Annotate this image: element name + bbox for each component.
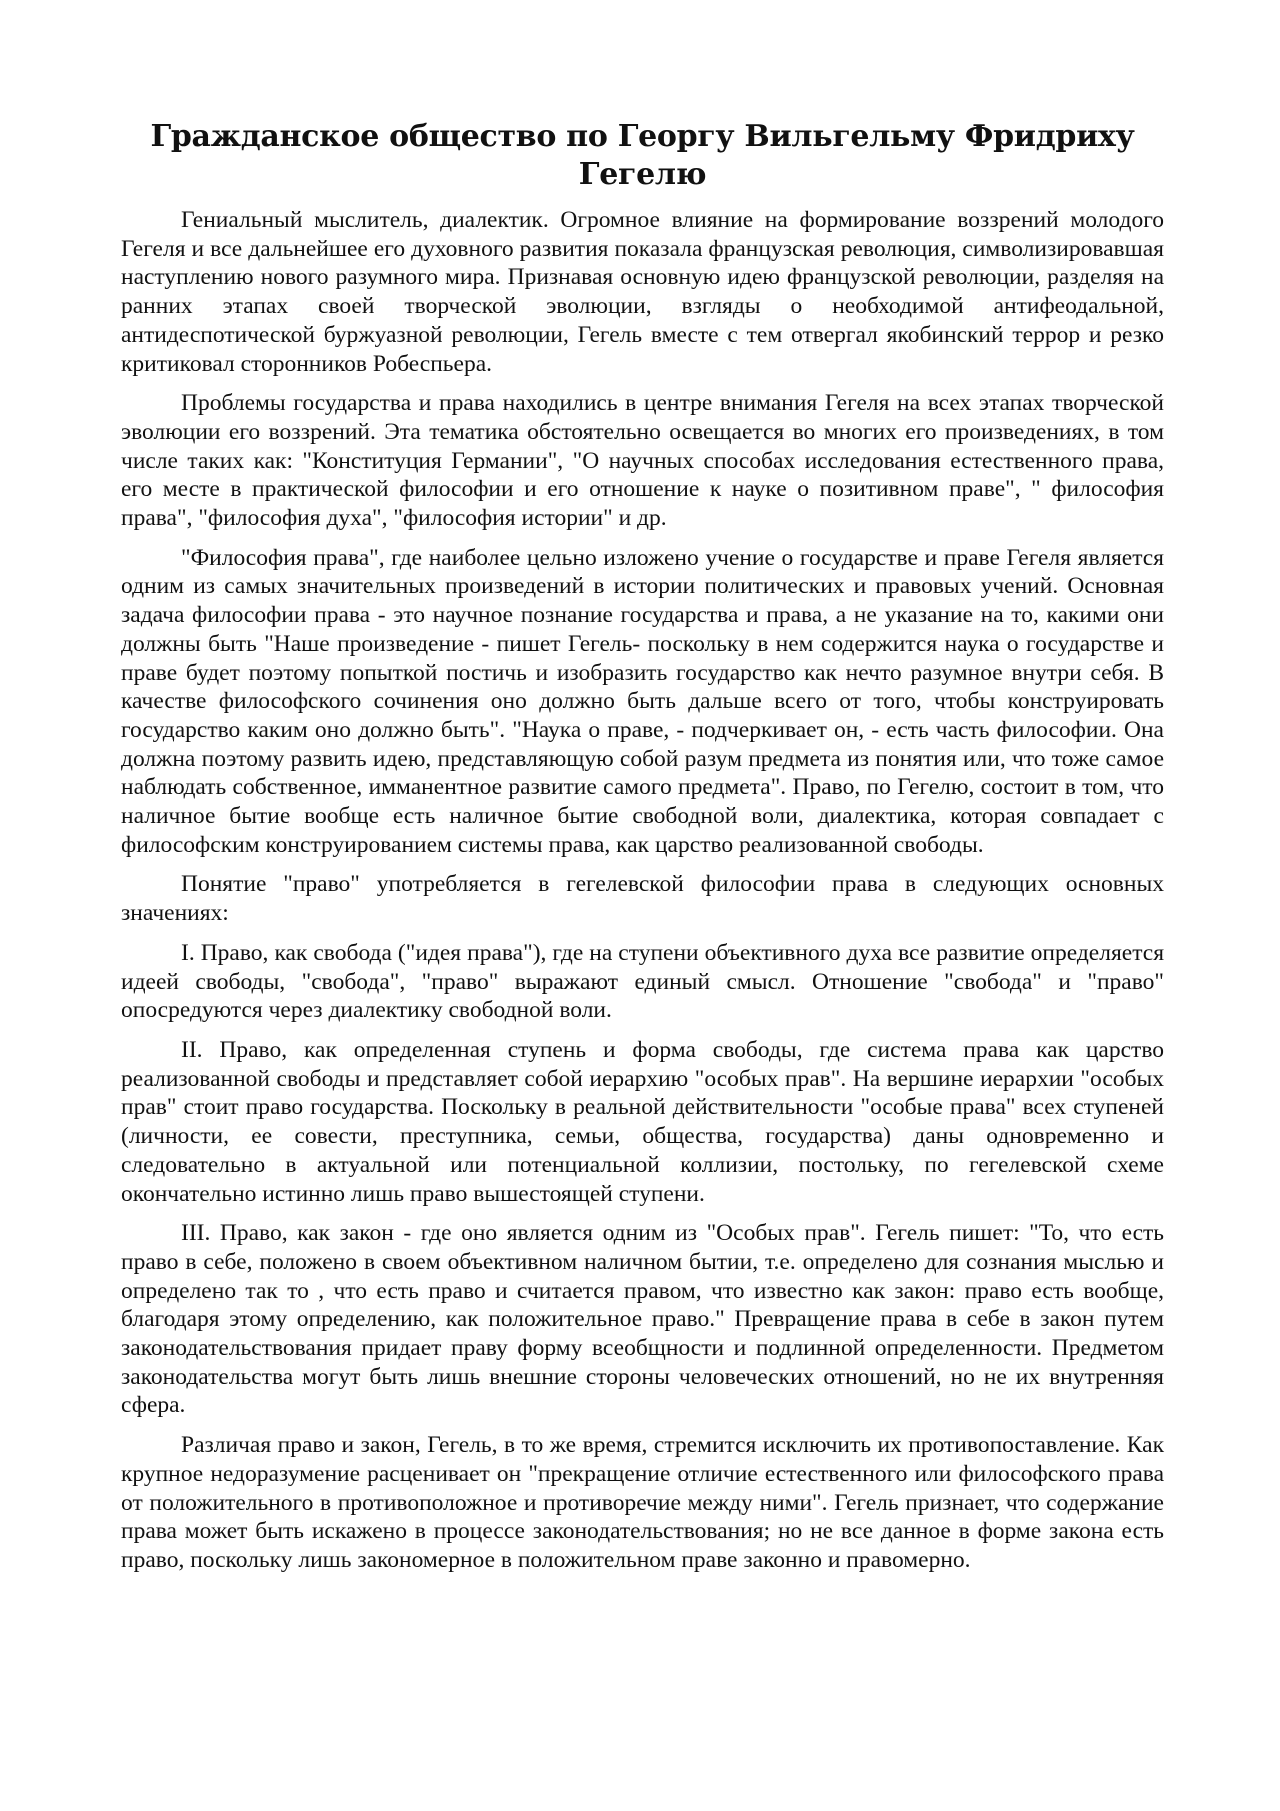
paragraph-4: Понятие "право" употребляется в гегелевской философии права в следующих основных значениях:	[121, 871, 1164, 927]
paragraph-2: Проблемы государства и права находились в центре внимания Гегеля на всех этапах творческой эволюции его воззрений. Эта тематика обстоятельно освещается во многих его произведениях, в том числе таких как: "Конституция Германии", "О научных способах исследования естественного права, его месте в практической философии и его отношение к науке о позитивном праве", " философия права", "философия духа", "философия истории" и др.	[121, 390, 1164, 532]
paragraph-7: III. Право, как закон - где оно является одним из "Особых прав". Гегель пишет: "То, что есть право в себе, положено в своем объективном наличном бытии, т.е. определено для сознания мыслью и определено так то , что есть право и считается правом, что известно как закон: право есть вообще, благодаря этому определению, как положительное право." Превращение права в себе в закон путем законодательствования придает праву форму всеобщности и подлинной определенности. Предметом законодательства могут быть лишь внешние стороны человеческих отношений, но не их внутренняя сфера.	[121, 1220, 1164, 1419]
document-page	[121, 118, 1164, 1586]
paragraph-3: "Философия права", где наиболее цельно изложено учение о государстве и праве Гегеля является одним из самых значительных произведений в истории политических и правовых учений. Основная задача философии права - это научное познание государства и права, а не указание на то, какими они должны быть "Наше произведение - пишет Гегель- поскольку в нем содержится наука о государстве и праве будет поэтому попыткой постичь и изобразить государство как нечто разумное внутри себя. В качестве философского сочинения оно должно быть дальше всего от того, чтобы конструировать государство каким оно должно быть". "Наука о праве, - подчеркивает он, - есть часть философии. Она должна поэтому развить идею, представляющую собой разум предмета из понятия или, что тоже самое наблюдать собственное, имманентное развитие самого предмета". Право, по Гегелю, состоит в том, что наличное бытие вообще есть наличное бытие свободной воли, диалектика, которая совпадает с философским конструированием системы права, как царство реализованной свободы.	[121, 544, 1164, 858]
document-title: Гражданское общество по Георгу Вильгельму Фридриху Гегелю	[150, 119, 1135, 192]
paragraph-8: Различая право и закон, Гегель, в то же время, стремится исключить их противопоставление. Как крупное недоразумение расценивает он "прекращение отличие естественного или философского права от положительного в противоположное и противоречие между ними". Гегель признает, что содержание права может быть искажено в процессе законодательствования; но не все данное в форме закона есть право, поскольку лишь закономерное в положительном праве законно и правомерно.	[121, 1432, 1164, 1573]
paragraph-5: I. Право, как свобода ("идея права"), где на ступени объективного духа все развитие определяется идеей свободы, "свобода", "право" выражают единый смысл. Отношение "свобода" и "право" опосредуются через диалектику свободной воли.	[121, 939, 1164, 1024]
paragraph-1: Гениальный мыслитель, диалектик. Огромное влияние на формирование воззрений молодого Гегеля и все дальнейшее его духовного развития показала французская революция, символизировавшая наступлению нового разумного мира. Признавая основную идею французской революции, разделяя на ранних этапах своей творческой эволюции, взгляды о необходимой антифеодальной, антидеспотической буржуазной революции, Гегель вместе с тем отвергал якобинский террор и резко критиковал сторонников Робеспьера.	[121, 207, 1164, 377]
paragraph-6: II. Право, как определенная ступень и форма свободы, где система права как царство реализованной свободы и представляет собой иерархию "особых прав". На вершине иерархии "особых прав" стоит право государства. Поскольку в реальной действительности "особые права" всех ступеней (личности, ее совести, преступника, семьи, общества, государства) даны одновременно и следовательно в актуальной или потенциальной коллизии, постольку, по гегелевской схеме окончательно истинно лишь право вышестоящей ступени.	[121, 1036, 1164, 1207]
